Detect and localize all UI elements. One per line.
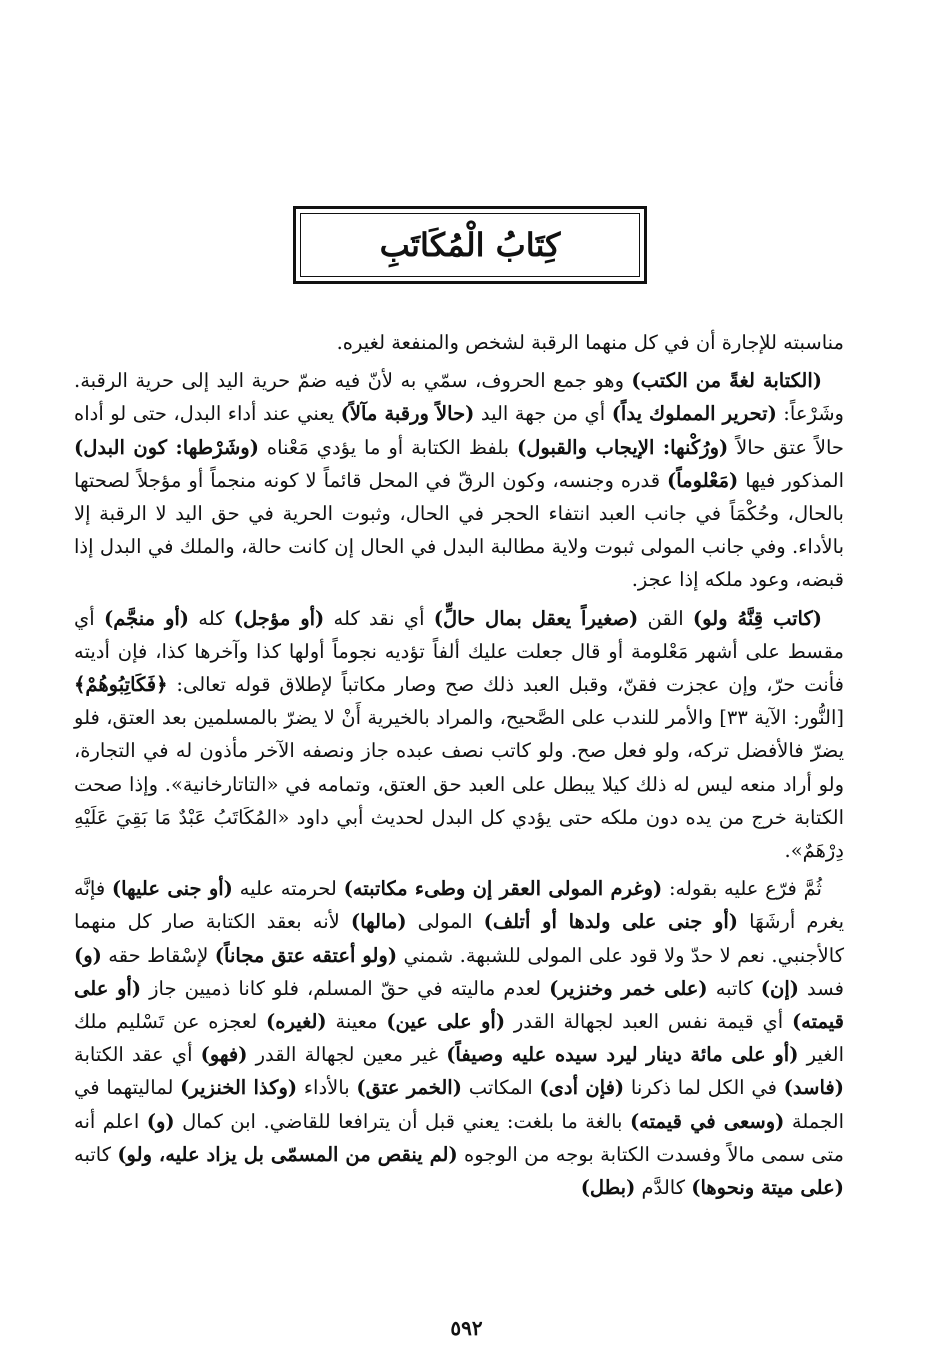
bold-text-run: (حالاً ورقبة مآلاً) [340,402,475,426]
bold-text-run: (و) [74,943,102,967]
bold-text-run: (أو مؤجل) [233,606,325,630]
paragraph [74,872,844,1204]
text-run: لماليتهما في الجملة [74,1076,844,1133]
bold-text-run: (أو جنى على ولدها أو أتلف) [483,910,739,934]
text-run: كاتبه [74,1142,118,1166]
text-run: معينة [326,1010,387,1034]
bold-text-run: (وغرم المولى العقر إن وطىء مكاتبته) [343,877,663,901]
bold-text-run: (تحرير المملوك يداً) [611,402,777,426]
text-run: المكاتب [461,1076,540,1100]
text-run: لعجزه عن تَسْليم ملك الغير [74,1010,844,1067]
bold-text-run: (أو جنى عليها) [111,877,233,901]
bold-text-run: (فاسد) [783,1076,844,1100]
bold-text-run: (لغيره) [266,1010,327,1034]
text-run: فسد [798,976,844,1000]
bold-text-run: (كاتب قِنَّهُ ولو) [692,606,822,630]
text-run: بالأداء [297,1076,357,1100]
text-run: لعدم ماليته في حقّ المسلم، فلو كانا ذميين جاز [141,976,550,1000]
text-run: [النُّور: الآية ٣٣] والأمر للندب على الصَّحيح، والمراد بالخيرية أَنْ لا يضرّ بالمسلمين بعد العتق، فلو يضرّ فالأفضل تركه، ولو فعل صح. ولو كاتب نصف عبده جاز ونصفه الآخر مأذون له في التجارة، ولو أراد منعه ليس له ذلك كيلا يبطل على العبد حق العتق، وتمامه في «التاتارخانية». وإذا صحت الكتابة خرج من يده دون ملكه حتى يؤدي كل البدل لحديث أبي داود «المُكَاتَبُ عَبْدٌ مَا بَقِيَ عَلَيْهِ دِرْهَمٌ». [74,706,844,863]
text-run: كله [189,606,234,630]
bold-text-run: (الكتابة لغةً من الكتب) [631,369,822,393]
text-run: لإسْقاط حقه [101,943,215,967]
text-run: اعلم أنه متى سمى مالاً وفسدت الكتابة بوجه من الوجوه [74,1109,844,1166]
text-run: المولى [406,910,484,934]
text-run: بالغة ما بلغت: يعني قبل أن يترافعا للقاضي. ابن كمال [174,1109,630,1133]
bold-text-run: (على خمر وخنزير) [549,976,708,1000]
bold-text-run: (فهو) [200,1043,248,1067]
text-run: كاتبه [707,976,761,1000]
bold-text-run: (صغيراً يعقل بمال حالٍّ) [433,606,639,630]
text-run: أي نقد كله [324,606,434,630]
text-run: ثُمَّ فرّع عليه بقوله: [662,877,822,901]
bold-text-run: (وكذا الخنزير) [180,1076,298,1100]
page-number: ٥٩٢ [450,1316,483,1340]
text-run: فإنَّه يغرم أرشَهَا [74,877,845,934]
text-run: أي عقد الكتابة [74,1043,201,1067]
text-run: القن [638,606,693,630]
bold-text-run: (بطل) [580,1176,636,1200]
text-run: أي مقسط على أشهر مَعْلومة أو قال جعلت عليك ألفاً تؤديه نجوماً أولها كذا وآخرها كذا، فإن أديته فأنت حرّ، وإن عجزت فقنّ، وقبل العبد ذلك صح وصار مكاتباً لإطلاق قوله تعالى: [74,606,844,697]
bold-text-run: (أو على عين) [386,1010,506,1034]
page-body [74,326,844,1204]
bold-text-run: (مالها) [350,910,407,934]
paragraph [74,326,844,359]
bold-text-run: (الخمر عتق) [356,1076,462,1100]
text-run: لحرمته عليه [232,877,344,901]
text-run: كالدَّم [635,1176,692,1200]
text-run: وهو جمع الحروف، سمّي به لأنّ فيه ضمّ حرية اليد إلى حرية الرقبة. وشَرْعاً: [74,369,844,426]
bold-text-run: (ولو أعتقه عتق مجاناً) [214,943,398,967]
chapter-title: كِتَابُ الْمُكَاتَبِ [300,213,640,277]
bold-text-run: (وشَرْطها: كون البدل) [74,435,259,459]
text-run: غير معين لجهالة القدر [247,1043,447,1067]
bold-text-run: (مَعْلوماً) [667,468,739,492]
text-run: أي قيمة نفس العبد لجهالة القدر [505,1010,792,1034]
text-run: لأنه بعقد الكتابة صار كل منهما كالأجنبي. نعم لا حدّ ولا قود على المولى للشبهة. شمني [74,910,844,967]
bold-text-run: (إن) [760,976,799,1000]
bold-text-run: (فإن أدى) [539,1076,625,1100]
bold-text-run: ﴿فَكَاتِبُوهُمْ﴾ [74,673,168,697]
text-run: قدره وجنسه، وكون الرقّ في المحل قائماً لا كونه منجماً أو مؤجلاً لصحتها بالحال، وحُكْمَاً في جانب العبد انتفاء الحجر في الحال، وثبوت الحرية في حق اليد لا الرقبة إلا بالأداء. وفي جانب المولى ثبوت ولاية مطالبة البدل في الحال إن كانت حالة، والملك في البدل إذا قبضه، وعود ملكه إذا عجز. [74,468,844,592]
bold-text-run: (أو منجَّم) [103,606,190,630]
text-run: يعني عند أداء البدل، حتى لو أداه حالاً عتق حالاً [74,402,844,459]
bold-text-run: (وسعى في قيمته) [629,1109,785,1133]
bold-text-run: (لم ينقص من المسمّى بل يزاد عليه، ولو) [117,1142,458,1166]
paragraph [74,602,844,868]
text-run: أي من جهة اليد [474,402,612,426]
bold-text-run: (أو على مائة دينار ليرد سيده عليه وصيفاً) [446,1043,799,1067]
text-run: مناسبته للإجارة أن في كل منهما الرقبة لشخص والمنفعة لغيره. [336,331,844,354]
bold-text-run: (و) [146,1109,175,1133]
paragraph [74,364,844,596]
bold-text-run: (على ميتة ونحوها) [691,1176,844,1200]
chapter-title-frame [293,206,647,284]
text-run: في الكل لما ذكرنا [624,1076,784,1100]
bold-text-run: (أو على قيمته) [74,976,844,1034]
text-run: المذكور فيها [738,468,844,492]
bold-text-run: (ورُكْنها: الإيجاب والقبول) [517,435,729,459]
text-run: بلفظ الكتابة أو ما يؤدي مَعْناه [258,435,518,459]
